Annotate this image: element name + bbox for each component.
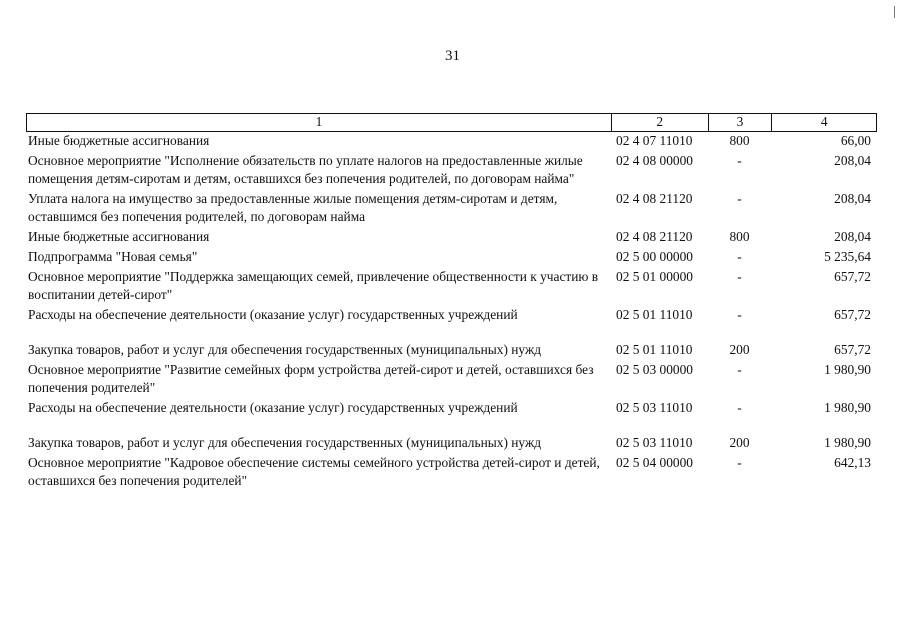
table-row [26,454,877,490]
table-row [26,132,877,150]
table-row [26,361,877,397]
row-name: Расходы на обеспечение деятельности (оказание услуг) государственных учреждений [28,400,518,415]
header-col-4: 4 [820,114,828,129]
row-code: 02 5 00 00000 [616,249,693,264]
row-type: 800 [729,133,750,148]
row-amount: 657,72 [834,307,871,322]
row-code: 02 4 08 00000 [616,153,693,168]
table-row [26,248,877,266]
row-code: 02 4 08 21120 [616,191,693,206]
row-type: - [737,455,742,470]
row-code: 02 5 03 11010 [616,435,693,450]
table-row [26,341,877,359]
row-code: 02 5 03 00000 [616,362,693,377]
header-col-2: 2 [612,114,709,131]
page-edge-mark [894,6,895,18]
row-name: Закупка товаров, работ и услуг для обеспечения государственных (муниципальных) нужд [28,435,542,450]
row-type: 200 [729,435,750,450]
row-amount: 208,04 [834,191,871,206]
page-number: 31 [445,48,460,64]
table-row [26,399,877,417]
table-row [26,152,877,188]
header-col-3: 3 [709,114,773,131]
row-amount: 208,04 [834,229,871,244]
row-name: Расходы на обеспечение деятельности (оказание услуг) государственных учреждений [28,307,518,322]
row-type: 800 [729,229,750,244]
row-name: Основное мероприятие "Исполнение обязательств по уплате налогов на предоставленные жилые помещения детям-сиротам и детям, оставшихся без попечения родителей, по договорам найма" [28,153,583,186]
budget-table [26,113,877,492]
row-code: 02 5 04 00000 [616,455,693,470]
row-code: 02 4 08 21120 [616,229,693,244]
row-code: 02 5 03 11010 [616,400,693,415]
table-row [26,434,877,452]
table-row [26,228,877,246]
row-type: - [737,249,742,264]
row-name: Основное мероприятие "Поддержка замещающих семей, привлечение общественности к участию в воспитании детей-сирот" [28,269,599,302]
row-amount: 1 980,90 [824,400,871,415]
row-name: Закупка товаров, работ и услуг для обеспечения государственных (муниципальных) нужд [28,342,542,357]
row-code: 02 5 01 00000 [616,269,693,284]
row-amount: 657,72 [834,342,871,357]
row-type: 200 [729,342,750,357]
row-name: Подпрограмма "Новая семья" [28,249,198,264]
row-name: Основное мероприятие "Развитие семейных форм устройства детей-сирот и детей, оставшихся без попечения родителей" [28,362,594,395]
row-amount: 657,72 [834,269,871,284]
header-col-1: 1 [27,114,612,131]
table-header [26,113,877,132]
row-code: 02 4 07 11010 [616,133,693,148]
row-amount: 1 980,90 [824,435,871,450]
table-row [26,306,877,324]
row-code: 02 5 01 11010 [616,342,693,357]
row-amount: 66,00 [840,133,871,148]
row-amount: 208,04 [834,153,871,168]
row-name: Иные бюджетные ассигнования [28,229,210,244]
row-type: - [737,269,742,284]
row-type: - [737,191,742,206]
row-type: - [737,362,742,377]
row-code: 02 5 01 11010 [616,307,693,322]
row-type: - [737,153,742,168]
row-type: - [737,307,742,322]
row-name: Иные бюджетные ассигнования [28,133,210,148]
row-amount: 1 980,90 [824,362,871,377]
row-amount: 642,13 [834,455,871,470]
row-name: Уплата налога на имущество за предоставленные жилые помещения детям-сиротам и детям, оставшимся без попечения родителей, по договорам найма [28,191,558,224]
row-type: - [737,400,742,415]
table-row [26,268,877,304]
table-row [26,190,877,226]
row-amount: 5 235,64 [824,249,871,264]
row-name: Основное мероприятие "Кадровое обеспечение системы семейного устройства детей-сирот и детей, оставшихся без попечения родителей" [28,455,600,488]
